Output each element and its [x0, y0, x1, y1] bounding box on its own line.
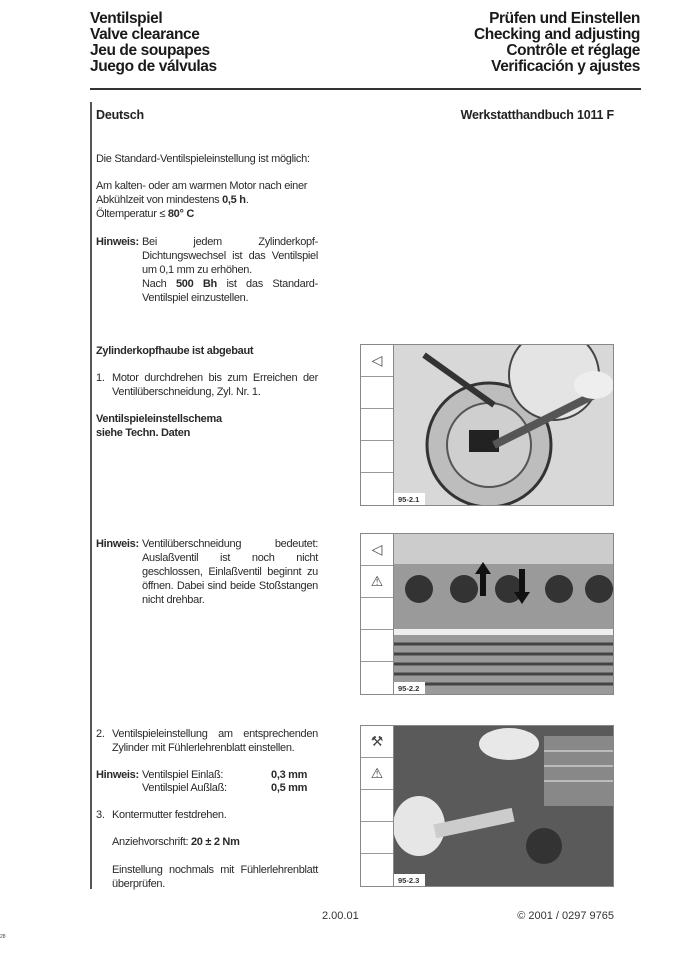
- photo-rocker-arms: [394, 534, 613, 694]
- icon-cell: [361, 822, 393, 854]
- note-500bh: [142, 277, 318, 305]
- figure-95-2-2: [360, 533, 614, 695]
- eye-icon: ◁: [361, 534, 393, 566]
- cooldown-text: Am kalten- oder am warmen Motor nach einer Abkühlzeit von mindestens: [96, 180, 308, 206]
- note-500bh-c: ist das Standard-Ventilspiel einzustellen.: [142, 278, 318, 304]
- icon-cell: [361, 854, 393, 886]
- condition-cooldown: Am kalten- oder am warmen Motor nach einer Abkühlzeit von mindestens 0,5 h.: [96, 180, 308, 206]
- note-label: Hinweis:: [96, 236, 139, 248]
- cooldown-value: 0,5 h: [222, 194, 246, 206]
- icon-cell: [361, 441, 393, 473]
- step-2: Ventilspieleinstellung am entsprechenden Zylinder mit Fühlerlehrenblatt einstellen.: [112, 728, 318, 754]
- scheme-ref-1: Ventilspieleinstellschema: [96, 413, 222, 425]
- condition-oil-temp: [96, 207, 318, 221]
- recheck-text: Einstellung nochmals mit Fühlerlehrenblatt überprüfen.: [112, 864, 318, 890]
- figure-label: 95-2.1: [394, 493, 425, 505]
- figure-label: 95-2.3: [394, 874, 425, 886]
- oil-temp-text: Öltemperatur ≤: [96, 208, 168, 220]
- clearance-exhaust-label: Ventilspiel Außlaß:: [142, 782, 227, 794]
- feeler-gauge-icon: ⚒: [361, 726, 393, 758]
- icon-cell: [361, 598, 393, 630]
- manual-name: Werkstatthandbuch 1011 F: [460, 108, 614, 122]
- oil-temp-value: 80° C: [167, 208, 194, 220]
- note-500bh-value: 500 Bh: [175, 278, 217, 290]
- warning-icon: ⚠: [361, 566, 393, 598]
- photo-crankshaft-pulley: [394, 345, 613, 505]
- step-number-3: 3.: [96, 809, 105, 821]
- subtitle-block: [474, 11, 640, 75]
- note-label-2: Hinweis:: [96, 538, 139, 550]
- subtitle-de: Prüfen und Einstellen: [489, 10, 640, 27]
- eye-icon: ◁: [361, 345, 393, 377]
- icon-column: [361, 534, 394, 694]
- torque-label: Anziehvorschrift:: [112, 836, 191, 848]
- icon-cell: [361, 473, 393, 505]
- torque-value: 20 ± 2 Nm: [190, 836, 240, 848]
- torque-spec: [112, 835, 240, 849]
- copyright: © 2001 / 0297 9765: [517, 910, 614, 922]
- clearance-intake-value: 0,3 mm: [271, 769, 308, 781]
- header-divider: [90, 88, 641, 90]
- note-label-3: Hinweis:: [96, 769, 139, 781]
- margin-code: 28: [0, 934, 6, 940]
- figure-label: 95-2.2: [394, 682, 425, 694]
- icon-column: [361, 726, 394, 886]
- title-fr: Jeu de soupapes: [90, 42, 210, 59]
- subtitle-fr: Contrôle et réglage: [506, 42, 640, 59]
- language-label: Deutsch: [96, 108, 144, 122]
- subtitle-es: Verificación y ajustes: [491, 58, 640, 75]
- icon-cell: [361, 377, 393, 409]
- note-overlap: Ventilüberschneidung bedeutet: Auslaßventil ist noch nicht geschlossen, Einlaßventil beginnt zu öffnen. Dabei sind beide Stoßstangen nicht drehbar.: [142, 538, 318, 606]
- page-number: 2.00.01: [322, 910, 359, 922]
- icon-cell: [361, 790, 393, 822]
- subtitle-en: Checking and adjusting: [473, 26, 640, 43]
- margin-rule: [90, 102, 92, 889]
- icon-cell: [361, 662, 393, 694]
- figure-95-2-1: [360, 344, 614, 506]
- title-es: Juego de válvulas: [90, 58, 217, 75]
- icon-cell: [361, 630, 393, 662]
- clearance-exhaust-value: 0,5 mm: [271, 782, 308, 794]
- note-gasket: Bei jedem Zylinderkopf-Dichtungswechsel ist das Ventilspiel um 0,1 mm zu erhöhen.: [142, 236, 318, 276]
- subheading-cover-removed: Zylinderkopfhaube ist abgebaut: [96, 345, 254, 357]
- step-number-2: 2.: [96, 728, 105, 740]
- scheme-ref-2: siehe Techn. Daten: [96, 427, 191, 439]
- title-en: Valve clearance: [90, 26, 200, 43]
- step-1: Motor durchdrehen bis zum Erreichen der Ventilüberschneidung, Zyl. Nr. 1.: [112, 372, 318, 398]
- title-block: [90, 11, 217, 75]
- icon-cell: [361, 409, 393, 441]
- warning-icon: ⚠: [361, 758, 393, 790]
- photo-feeler-gauge-adjust: [394, 726, 613, 886]
- figure-95-2-3: [360, 725, 614, 887]
- step-number-1: 1.: [96, 372, 105, 384]
- icon-column: [361, 345, 394, 505]
- clearance-intake-label: Ventilspiel Einlaß:: [142, 769, 224, 781]
- step-3: Kontermutter festdrehen.: [112, 809, 227, 821]
- title-de: Ventilspiel: [90, 10, 163, 27]
- intro-text: Die Standard-Ventilspieleinstellung ist möglich:: [96, 153, 310, 165]
- note-500bh-a: Nach: [142, 278, 176, 290]
